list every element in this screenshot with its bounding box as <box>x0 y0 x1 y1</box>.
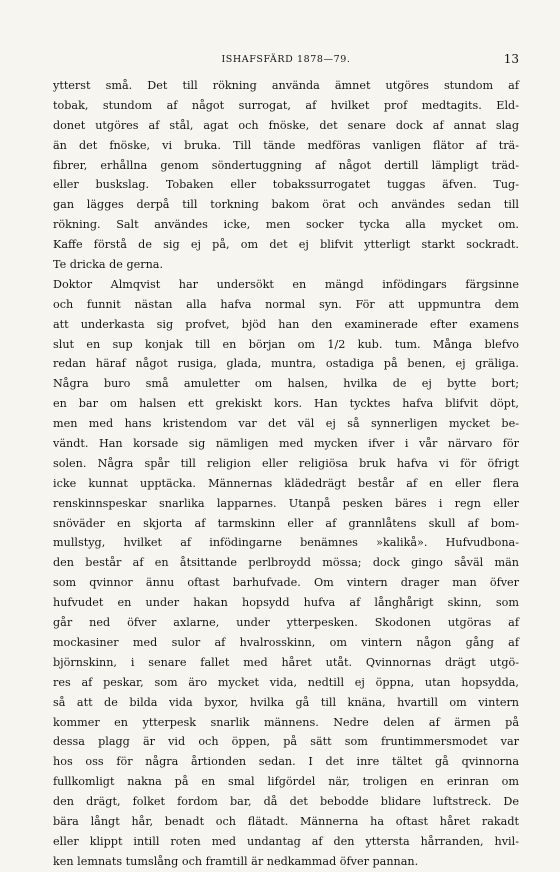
text-line: fullkomligt nakna på en smal lifgördel när, troligen en erinran om <box>53 775 519 789</box>
text-line: dessa plagg är vid och öppen, på sätt som fruntimmersmodet var <box>53 735 519 749</box>
text-line: hos oss för några årtionden sedan. I det inre tältet gå qvinnorna <box>53 755 519 769</box>
text-line: res af peskar, som äro mycket vida, nedtill ej öppna, utan hopsydda, <box>53 675 519 689</box>
text-line: bära långt hår, benadt och flätadt. Männerna ha oftast håret rakadt <box>53 814 519 828</box>
text-line: så att de bilda vida byxor, hvilka gå till knäna, hvartill om vintern <box>53 695 519 709</box>
text-line: Kaffe förstå de sig ej på, om det ej blifvit ytterligt starkt sockradt. <box>53 238 519 252</box>
text-line: rökning. Salt användes icke, men socker tycka alla mycket om. <box>53 218 519 232</box>
text-line: Några buro små amuletter om halsen, hvilka de ej bytte bort; <box>53 377 519 391</box>
page-header <box>53 52 519 72</box>
text-line: solen. Några spår till religion eller religiösa bruk hafva vi för öfrigt <box>53 456 519 470</box>
text-line: snöväder en skjorta af tarmskinn eller af grannlåtens skull af bom- <box>53 516 519 530</box>
body-text <box>53 76 519 872</box>
text-line: ytterst små. Det till rökning använda ämnet utgöres stundom af <box>53 79 519 92</box>
text-line: som qvinnor ännu oftast barhufvade. Om vintern drager man öfver <box>53 576 519 590</box>
text-line: hufvudet en under hakan hopsydd hufva af långhårigt skinn, som <box>53 596 519 610</box>
text-line: kommer en ytterpesk snarlik männens. Nedre delen af ärmen på <box>53 715 519 729</box>
page-number: 13 <box>503 52 519 66</box>
text-line: donet utgöres af stål, agat och fnöske, det senare dock af annat slag <box>53 118 519 132</box>
text-line: går ned öfver axlarne, under ytterpesken. Skodonen utgöras af <box>53 616 519 630</box>
text-line: en bar om halsen ett grekiskt kors. Han tycktes hafva blifvit döpt, <box>53 397 519 411</box>
text-line: och funnit nästan alla hafva normal syn. För att uppmuntra dem <box>53 297 519 311</box>
running-title: ISHAFSFÄRD 1878—79. <box>221 54 351 65</box>
text-line: eller buskslag. Tobaken eller tobakssurrogatet tuggas äfven. Tug- <box>53 178 519 192</box>
book-page <box>53 52 519 872</box>
text-line: slut en sup konjak till en början om 1/2 kub. tum. Många blefvo <box>53 337 519 351</box>
text-line: att underkasta sig profvet, bjöd han den examinerade efter examens <box>53 317 519 331</box>
text-line: vändt. Han korsade sig nämligen med mycken ifver i vår närvaro för <box>53 437 519 451</box>
text-line: gan lägges derpå till torkning bakom örat och användes sedan till <box>53 198 519 212</box>
text-line: än det fnöske, vi bruka. Till tände medföras vanligen flätor af trä- <box>53 138 519 152</box>
text-line: björnskinn, i senare fallet med håret utåt. Qvinnornas drägt utgö- <box>53 655 519 669</box>
text-line: tobak, stundom af något surrogat, af hvilket prof medtagits. Eld- <box>53 98 519 112</box>
text-line: redan häraf något rusiga, glada, muntra, ostadiga på benen, ej gräliga. <box>53 357 519 371</box>
text-line: Te dricka de gerna. <box>53 258 164 272</box>
text-line: fibrer, erhållna genom söndertuggning af något dertill lämpligt träd- <box>53 158 519 172</box>
text-line: den består af en åtsittande perlbroydd mössa; dock gingo såväl män <box>53 556 519 570</box>
text-line: mockasiner med sulor af hvalrosskinn, om vintern någon gång af <box>53 635 519 649</box>
text-line: eller klippt intill roten med undantag af den yttersta hårranden, hvil- <box>53 834 519 848</box>
text-line: renskinnspeskar snarlika lapparnes. Utanpå pesken bäres i regn eller <box>53 496 519 510</box>
text-line: den drägt, folket fordom bar, då det bebodde blidare luftstreck. De <box>53 795 519 809</box>
text-line: icke kunnat upptäcka. Männernas klädedrägt består af en eller flera <box>53 476 519 490</box>
text-line: Doktor Almqvist har undersökt en mängd infödingars färgsinne <box>53 277 519 291</box>
text-line: ken lemnats tumslång och framtill är nedkammad öfver pannan. <box>53 854 419 868</box>
text-line: men med hans kristendom var det väl ej så synnerligen mycket be- <box>53 417 519 431</box>
text-line: mullstyg, hvilket af infödingarne benämnes »kalikå». Hufvudbona- <box>53 536 519 550</box>
